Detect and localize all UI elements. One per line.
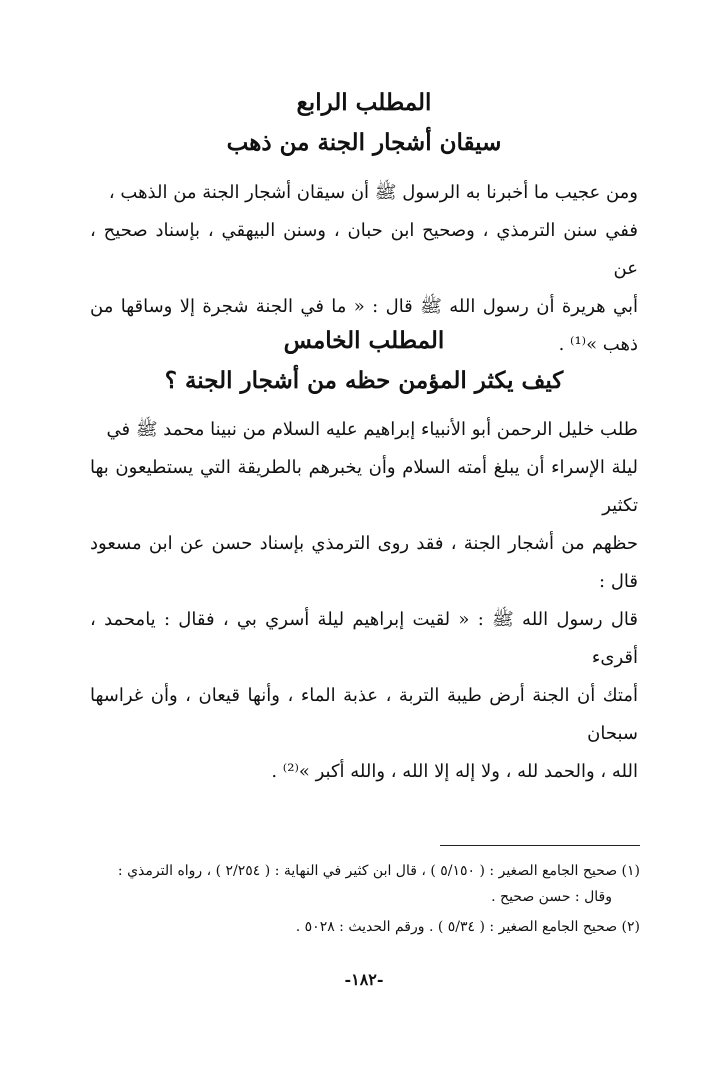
footnote-2: (٢) صحيح الجامع الصغير : ( ٥/٣٤ ) . ورقم الحديث : ٥٠٢٨ . — [295, 919, 640, 935]
footnote-divider — [440, 845, 640, 846]
section5-line-2: ليلة الإسراء أن يبلغ أمته السلام وأن يخبرهم بالطريقة التي يستطيعون بها تكثير — [90, 457, 638, 516]
section5-paragraph — [90, 411, 638, 791]
section5-line-5: أمتك أن الجنة أرض طيبة التربة ، عذبة الماء ، وأنها قيعان ، وأن غراسها سبحان — [90, 685, 638, 744]
section5-line-4: قال رسول الله ﷺ : « لقيت إبراهيم ليلة أسري بي ، فقال : يامحمد ، أقرىء — [90, 609, 638, 668]
section4-line-2: ففي سنن الترمذي ، وصحيح ابن حبان ، وسنن البيهقي ، بإسناد صحيح ، عن — [90, 220, 638, 279]
section5-title: المطلب الخامس — [283, 327, 445, 354]
section5-line-3: حظهم من أشجار الجنة ، فقد روى الترمذي بإسناد حسن عن ابن مسعود قال : — [90, 533, 638, 592]
section5-line-1: طلب خليل الرحمن أبو الأنبياء إبراهيم عليه السلام من نبينا محمد ﷺ في — [106, 419, 638, 440]
footnote-1-line-1: (١) صحيح الجامع الصغير : ( ٥/١٥٠ ) ، قال ابن كثير في النهاية : ( ٢/٢٥٤ ) ، رواه الترمذي : — [117, 863, 640, 879]
section5-line-6: الله ، والحمد لله ، ولا إله إلا الله ، والله أكبر »⁽²⁾ . — [271, 761, 638, 782]
page-number: -١٨٢- — [344, 970, 384, 989]
section4-line-1: ومن عجيب ما أخبرنا به الرسول ﷺ أن سيقان أشجار الجنة من الذهب ، — [108, 182, 638, 203]
footnote-1-line-2: وقال : حسن صحيح . — [491, 889, 612, 905]
footnote-1 — [88, 858, 640, 910]
section4-line-3: أبي هريرة أن رسول الله ﷺ قال : « ما في الجنة شجرة إلا وساقها من ذهب »⁽¹⁾ . — [90, 296, 638, 355]
section4-subtitle: سيقان أشجار الجنة من ذهب — [226, 129, 502, 156]
section5-subtitle: كيف يكثر المؤمن حظه من أشجار الجنة ؟ — [164, 367, 564, 394]
section4-title: المطلب الرابع — [296, 89, 432, 116]
